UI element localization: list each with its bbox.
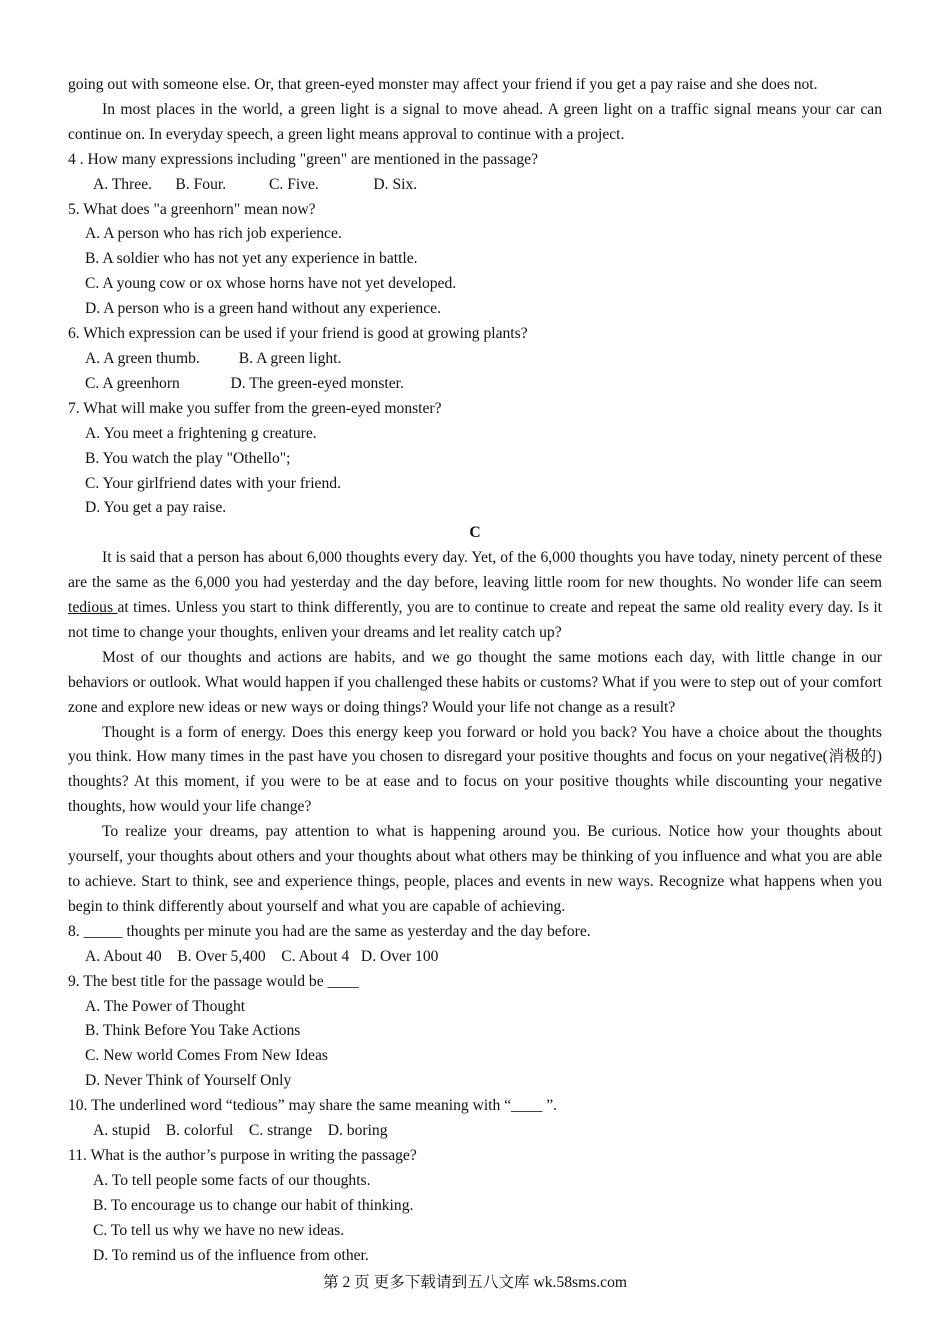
passage-c-paragraph-2: Most of our thoughts and actions are habits, and we go thought the same motions each day, with little change in our behaviors or outlook. What would happen if you challenged these habits or customs? What if you were to step out of your comfort zone and explore new ideas or new ways or doing things? Would your life not change as a result? <box>68 648 883 716</box>
page-footer: 第 2 页 更多下载请到五八文库 wk.58sms.com <box>322 1274 628 1291</box>
section-heading: C <box>469 524 481 542</box>
option-a: A. To tell people some facts of our thoughts. <box>93 1171 371 1189</box>
option-b: B. A soldier who has not yet any experience in battle. <box>85 250 418 268</box>
question-options: A. About 40 B. Over 5,400 C. About 4 D. Over 100 <box>85 947 439 965</box>
passage-c-paragraph-3: Thought is a form of energy. Does this energy keep you forward or hold you back? You have a choice about the thoughts you think. How many times in the past have you chosen to disregard your positive thoughts and focus on your negative(消极的) thoughts? At this moment, if you were to be at ease and to focus on your positive thoughts while discounting your negative thoughts, how would your life change? <box>68 723 882 816</box>
paragraph-text: at times. Unless you start to think differently, you are to continue to create and repeat the same old reality every day. Is it not time to change your thoughts, enliven your dreams and let reality catch up? <box>68 599 882 641</box>
option-c: C. New world Comes From New Ideas <box>85 1047 328 1065</box>
question-6 <box>68 322 882 397</box>
option-c: C. Your girlfriend dates with your friend. <box>85 474 341 492</box>
document-page <box>68 73 882 1269</box>
question-11 <box>68 1144 882 1269</box>
question-5 <box>68 198 882 323</box>
passage-b-tail-line: going out with someone else. Or, that green-eyed monster may affect your friend if you get a pay raise and she does not. <box>68 76 818 93</box>
question-10 <box>68 1094 882 1144</box>
option-b: B. To encourage us to change our habit of thinking. <box>93 1196 414 1214</box>
question-stem: 10. The underlined word “tedious” may share the same meaning with “____ ”. <box>68 1097 558 1115</box>
option-b: B. Think Before You Take Actions <box>85 1022 301 1040</box>
options-cd: C. A greenhorn D. The green-eyed monster. <box>85 374 404 392</box>
option-c: C. A young cow or ox whose horns have not yet developed. <box>85 275 457 293</box>
option-d: D. Never Think of Yourself Only <box>85 1072 292 1090</box>
question-8 <box>68 920 882 970</box>
question-options: A. Three. B. Four. C. Five. D. Six. <box>93 175 418 193</box>
question-stem: 7. What will make you suffer from the green-eyed monster? <box>68 399 442 417</box>
options-ab: A. A green thumb. B. A green light. <box>85 349 342 367</box>
question-stem: 6. Which expression can be used if your friend is good at growing plants? <box>68 325 528 343</box>
option-c: C. To tell us why we have no new ideas. <box>93 1221 345 1239</box>
option-a: A. A person who has rich job experience. <box>85 225 342 243</box>
question-7 <box>68 397 882 522</box>
option-a: A. You meet a frightening g creature. <box>85 424 317 442</box>
underlined-word: tedious <box>68 599 118 617</box>
option-d: D. To remind us of the influence from other. <box>93 1246 369 1264</box>
question-options: A. stupid B. colorful C. strange D. boring <box>93 1122 388 1140</box>
question-9 <box>68 970 882 1095</box>
option-a: A. The Power of Thought <box>85 997 246 1015</box>
question-stem: 8. _____ thoughts per minute you had are the same as yesterday and the day before. <box>68 922 591 940</box>
passage-b-paragraph: In most places in the world, a green light is a signal to move ahead. A green light on a traffic signal means your car can continue on. In everyday speech, a green light means approval to continue with a project. <box>68 100 882 143</box>
option-d: D. You get a pay raise. <box>85 499 227 517</box>
passage-c-paragraph-1 <box>68 546 882 646</box>
question-stem: 4 . How many expressions including "green" are mentioned in the passage? <box>68 150 539 168</box>
question-4 <box>68 148 882 198</box>
question-stem: 11. What is the author’s purpose in writing the passage? <box>68 1146 417 1164</box>
option-b: B. You watch the play "Othello"; <box>85 449 291 467</box>
option-d: D. A person who is a green hand without any experience. <box>85 300 441 318</box>
question-stem: 9. The best title for the passage would be ____ <box>68 972 359 990</box>
question-stem: 5. What does "a greenhorn" mean now? <box>68 200 316 218</box>
paragraph-text: It is said that a person has about 6,000 thoughts every day. Yet, of the 6,000 thoughts you have today, ninety percent of these are the same as the 6,000 you had yesterday and the day before, leaving little room for new thoughts. No wonder life can seem <box>68 549 882 592</box>
passage-c-paragraph-4: To realize your dreams, pay attention to what is happening around you. Be curious. Notice how your thoughts about yourself, your thoughts about others and your thoughts about what others may be thinking of you influence and what you are able to achieve. Start to think, see and experience things, people, places and events in new ways. Recognize what happens when you begin to think differently about yourself and what you are capable of achieving. <box>68 823 882 915</box>
